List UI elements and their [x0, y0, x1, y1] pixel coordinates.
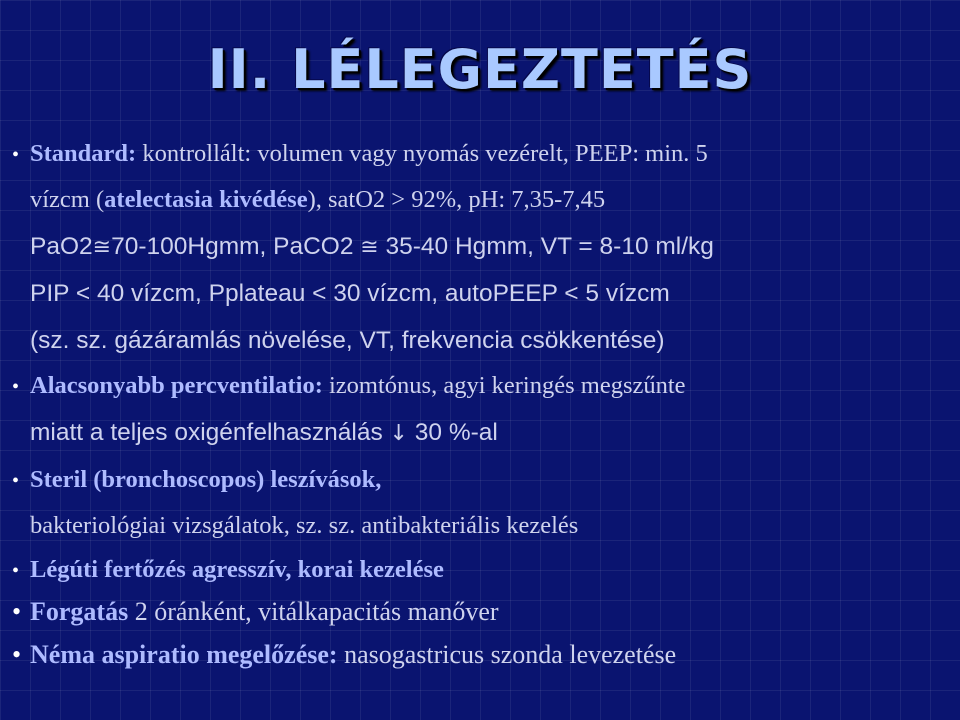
bullet-icon: • [12, 470, 20, 492]
bullet-standard-line-4: PIP < 40 vízcm, Pplateau < 30 vízcm, autoPEEP < 5 vízcm [30, 280, 670, 307]
bullet-text: nasogastricus szonda levezetése [337, 640, 677, 669]
bullet-text: miatt a teljes oxigénfelhasználás [30, 419, 390, 446]
bullet-label: Standard: [30, 140, 137, 167]
bullet-standard-line-1 [12, 139, 952, 170]
bullet-icon: • [12, 144, 20, 166]
arrow-down-icon: ↓ [389, 421, 408, 446]
bullet-text: 35-40 Hgmm, VT = 8-10 ml/kg [378, 233, 714, 260]
bullet-label: Steril (bronchoscopos) leszívások, [30, 466, 382, 493]
bullet-label: Alacsonyabb percventilatio: [30, 372, 323, 399]
bullet-forgatas-line-1 [12, 597, 952, 627]
approx-equal-icon: ≅ [92, 235, 112, 260]
bullet-text: kontrollált: volumen vagy nyomás vezérelt, PEEP: min. 5 [136, 140, 708, 167]
bullet-legut-line-1 [12, 555, 952, 586]
bullet-standard-line-3 [12, 232, 960, 263]
bullet-percventilatio-line-1 [12, 371, 952, 402]
bullet-text: ), satO2 > 92%, pH: 7,35-7,45 [307, 186, 606, 213]
bullet-icon: • [12, 640, 22, 669]
bullet-standard-line-2 [12, 185, 960, 215]
bullet-label: Forgatás [30, 597, 129, 626]
bullet-steril-line-1 [12, 465, 952, 496]
bullet-text: 2 óránként, vitálkapacitás manőver [128, 597, 499, 626]
approx-equal-icon: ≅ [360, 235, 379, 260]
bullet-steril-line-2: bakteriológiai vizsgálatok, sz. sz. antibakteriális kezelés [30, 512, 579, 539]
slide-title: II. LÉLEGEZTETÉS [207, 38, 753, 101]
bullet-nema-line-1 [12, 640, 952, 670]
bullet-label: Légúti fertőzés agresszív, korai kezelése [30, 556, 444, 583]
bullet-text: 70-100Hgmm, PaCO2 [111, 233, 361, 260]
bullet-icon: • [12, 560, 20, 582]
bullet-icon: • [12, 376, 20, 398]
bullet-label: Néma aspiratio megelőzése: [30, 640, 338, 669]
bullet-text: 30 %-al [407, 419, 498, 446]
bullet-standard-line-5: (sz. sz. gázáramlás növelése, VT, frekvencia csökkentése) [30, 327, 665, 354]
bullet-icon: • [12, 597, 22, 626]
bullet-text: vízcm ( [30, 186, 105, 213]
bullet-percventilatio-line-2 [12, 418, 960, 449]
bullet-text: PaO2 [30, 233, 93, 260]
bullet-emphasis: atelectasia kivédése [104, 186, 308, 213]
bullet-text: izomtónus, agyi keringés megszűnte [322, 372, 686, 399]
